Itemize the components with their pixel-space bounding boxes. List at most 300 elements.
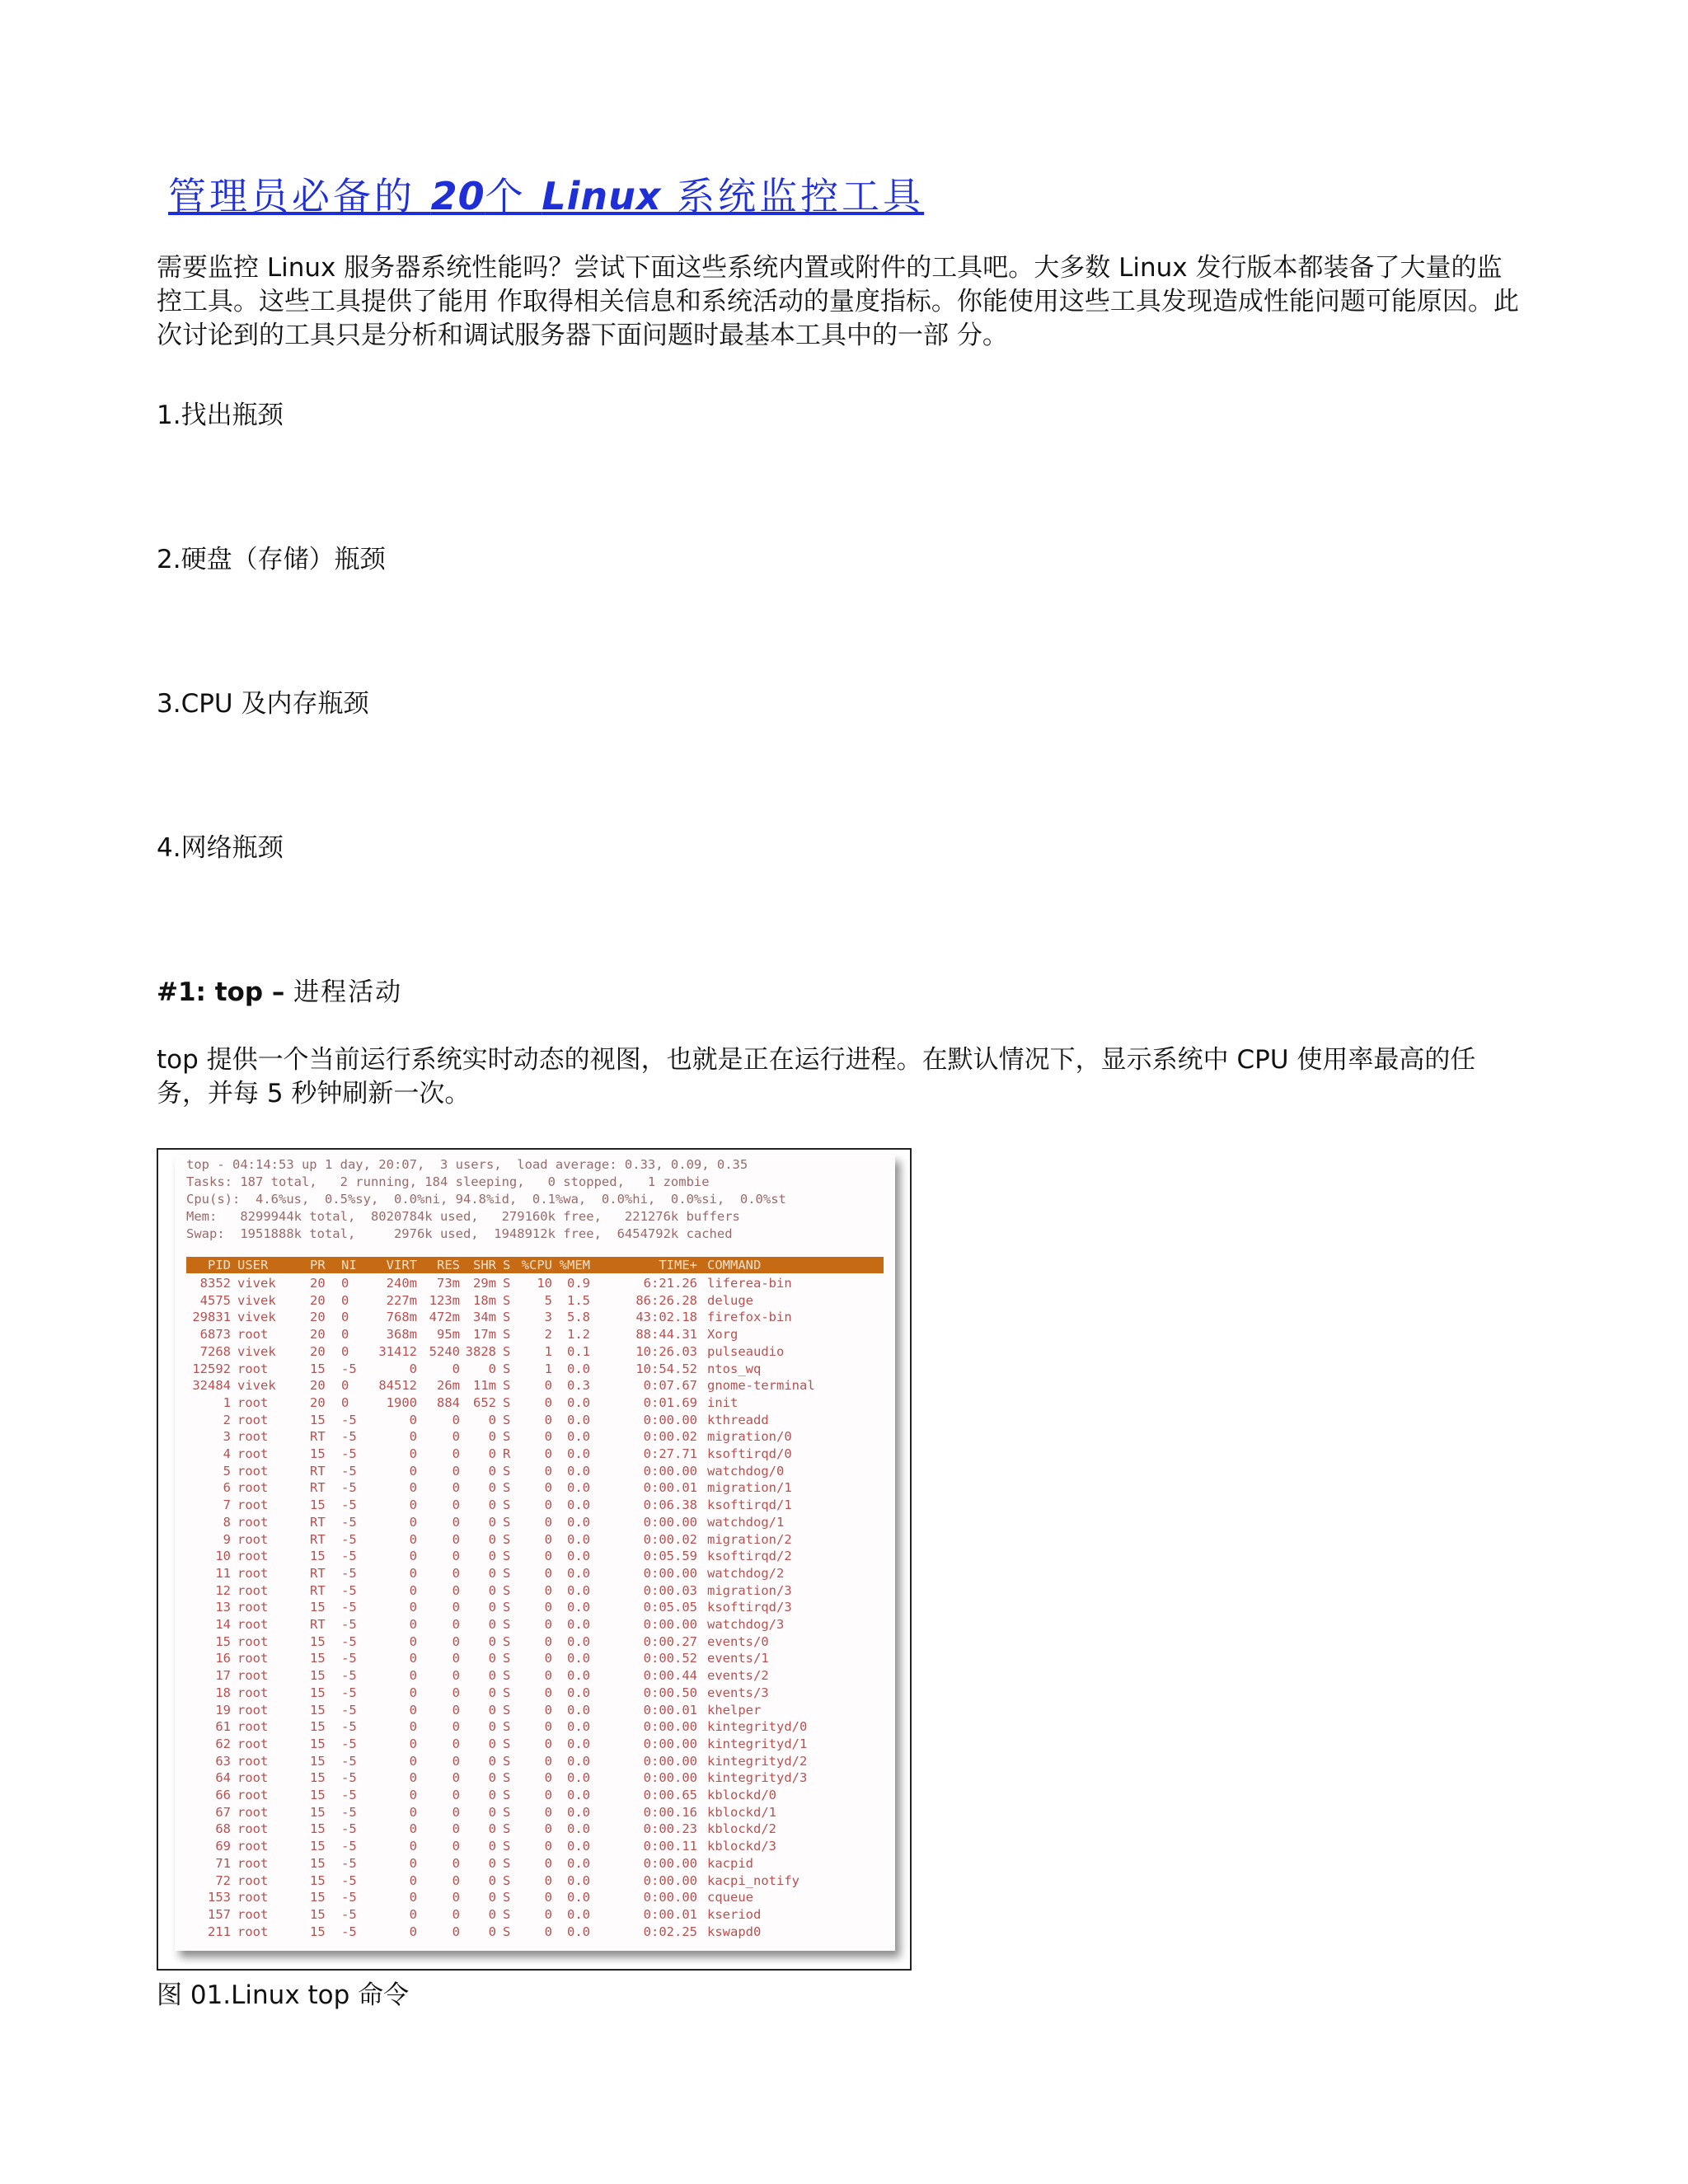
top-summary bbox=[175, 1155, 895, 1243]
process-row bbox=[186, 1667, 884, 1685]
process-cell: S bbox=[503, 1804, 511, 1820]
process-cell: 0 bbox=[409, 1565, 417, 1581]
terminal-window bbox=[175, 1155, 895, 1951]
process-cell: 0 bbox=[452, 1839, 460, 1854]
process-cell: S bbox=[503, 1565, 511, 1581]
process-cell: 0 bbox=[452, 1514, 460, 1530]
process-cell: S bbox=[503, 1327, 511, 1343]
process-cell: kintegrityd/3 bbox=[707, 1770, 808, 1786]
process-cell: 0.0 bbox=[567, 1446, 590, 1461]
process-row bbox=[186, 1292, 884, 1310]
process-cell: 0.0 bbox=[567, 1890, 590, 1905]
process-cell: S bbox=[503, 1412, 511, 1427]
process-cell: S bbox=[503, 1788, 511, 1802]
process-cell: 2 bbox=[223, 1412, 231, 1427]
process-cell: 0 bbox=[341, 1343, 349, 1359]
process-cell: 0 bbox=[452, 1890, 460, 1905]
process-cell: 15 bbox=[310, 1668, 326, 1684]
process-row bbox=[186, 1361, 884, 1378]
process-cell: 0 bbox=[452, 1617, 460, 1632]
process-cell: 15 bbox=[310, 1906, 326, 1922]
process-cell: S bbox=[503, 1617, 511, 1632]
process-cell: 71 bbox=[215, 1855, 231, 1871]
process-cell: -5 bbox=[341, 1906, 357, 1922]
process-cell: 15 bbox=[310, 1412, 326, 1427]
process-cell: 15 bbox=[310, 1788, 326, 1802]
process-cell: S bbox=[503, 1668, 511, 1684]
process-cell: kthreadd bbox=[707, 1412, 769, 1427]
process-cell: -5 bbox=[341, 1685, 357, 1700]
process-cell: cqueue bbox=[707, 1890, 753, 1905]
process-cell: 15 bbox=[310, 1600, 326, 1615]
process-cell: 472m bbox=[429, 1310, 460, 1325]
process-cell: 0.0 bbox=[567, 1788, 590, 1802]
process-cell: -5 bbox=[341, 1565, 357, 1581]
process-cell: 3 bbox=[544, 1310, 552, 1325]
process-cell: 0 bbox=[488, 1565, 496, 1581]
process-cell: 0 bbox=[409, 1685, 417, 1700]
process-cell: kintegrityd/2 bbox=[707, 1753, 808, 1769]
process-cell: 72 bbox=[215, 1872, 231, 1888]
process-cell: 0.3 bbox=[567, 1378, 590, 1394]
process-cell: -5 bbox=[341, 1497, 357, 1513]
process-cell: 0 bbox=[341, 1276, 349, 1291]
process-cell: 0 bbox=[544, 1463, 552, 1479]
process-row bbox=[186, 1309, 884, 1326]
process-cell: ksoftirqd/0 bbox=[707, 1446, 792, 1461]
process-cell: ntos_wq bbox=[707, 1361, 762, 1376]
process-cell: 15 bbox=[310, 1361, 326, 1376]
process-cell: 0 bbox=[488, 1770, 496, 1786]
process-cell: 0 bbox=[488, 1668, 496, 1684]
process-cell: 20 bbox=[310, 1327, 326, 1343]
process-cell: 0 bbox=[409, 1890, 417, 1905]
process-cell: kacpi_notify bbox=[707, 1872, 799, 1888]
process-cell: 0 bbox=[452, 1582, 460, 1598]
process-cell: 0 bbox=[488, 1685, 496, 1700]
process-cell: 0:00.11 bbox=[643, 1839, 697, 1854]
process-cell: 0 bbox=[544, 1412, 552, 1427]
process-cell: 0 bbox=[409, 1361, 417, 1376]
process-cell: 5 bbox=[223, 1463, 231, 1479]
process-cell: 0 bbox=[544, 1600, 552, 1615]
process-cell: root bbox=[237, 1582, 269, 1598]
process-cell: 1 bbox=[223, 1394, 231, 1410]
process-cell: 15 bbox=[310, 1446, 326, 1461]
process-cell: 1.2 bbox=[567, 1327, 590, 1343]
process-row bbox=[186, 1531, 884, 1549]
process-cell: 0 bbox=[452, 1736, 460, 1751]
process-cell: 0.0 bbox=[567, 1565, 590, 1581]
process-cell: 0 bbox=[452, 1480, 460, 1496]
process-cell: root bbox=[237, 1855, 269, 1871]
process-cell: 0.0 bbox=[567, 1855, 590, 1871]
process-cell: 64 bbox=[215, 1770, 231, 1786]
process-cell: 8352 bbox=[199, 1276, 231, 1291]
process-row bbox=[186, 1394, 884, 1412]
process-cell: 15 bbox=[310, 1702, 326, 1718]
process-cell: 0 bbox=[488, 1633, 496, 1649]
process-cell: 0 bbox=[544, 1924, 552, 1939]
process-cell: -5 bbox=[341, 1702, 357, 1718]
process-cell: 0:00.00 bbox=[643, 1565, 697, 1581]
process-cell: 15 bbox=[310, 1839, 326, 1854]
process-cell: 0 bbox=[488, 1514, 496, 1530]
process-cell: 0 bbox=[409, 1549, 417, 1564]
process-cell: 0 bbox=[488, 1804, 496, 1820]
process-cell: watchdog/3 bbox=[707, 1617, 785, 1632]
process-cell: S bbox=[503, 1906, 511, 1922]
process-cell: S bbox=[503, 1497, 511, 1513]
process-cell: 0 bbox=[409, 1719, 417, 1735]
process-cell: migration/1 bbox=[707, 1480, 792, 1496]
process-cell: root bbox=[237, 1480, 269, 1496]
process-cell: pulseaudio bbox=[707, 1343, 785, 1359]
process-cell: 84512 bbox=[378, 1378, 417, 1394]
process-cell: 153 bbox=[208, 1890, 231, 1905]
process-cell: 0 bbox=[488, 1412, 496, 1427]
process-cell: -5 bbox=[341, 1582, 357, 1598]
process-cell: 0.0 bbox=[567, 1668, 590, 1684]
process-cell: root bbox=[237, 1890, 269, 1905]
list-item-bottleneck: 1.找出瓶颈 bbox=[157, 401, 284, 430]
process-cell: 0 bbox=[452, 1924, 460, 1939]
process-cell: RT bbox=[310, 1565, 326, 1581]
process-cell: 12 bbox=[215, 1582, 231, 1598]
process-cell: 63 bbox=[215, 1753, 231, 1769]
process-row bbox=[186, 1650, 884, 1667]
summary-line: Cpu(s): 4.6%us, 0.5%sy, 0.0%ni, 94.8%id, 0.1%wa, 0.0%hi, 0.0%si, 0.0%st bbox=[186, 1192, 786, 1207]
intro-paragraph: 需要监控 Linux 服务器系统性能吗？尝试下面这些系统内置或附件的工具吧。大多数 Linux 发行版本都装备了大量的监控工具。这些工具提供了能用 作取得相关信息和系统活动的量度指标。你能使用这些工具发现造成性能问题可能原因。此次讨论到的工具只是分析和调试服务器下面问题时最基本工具中的一部 分。 bbox=[157, 253, 1519, 350]
process-cell: 0 bbox=[409, 1429, 417, 1445]
process-cell: kblockd/0 bbox=[707, 1788, 776, 1802]
process-cell: vivek bbox=[237, 1378, 276, 1394]
process-cell: 16 bbox=[215, 1651, 231, 1666]
process-cell: 0:00.00 bbox=[643, 1872, 697, 1888]
process-row bbox=[186, 1514, 884, 1531]
process-row bbox=[186, 1838, 884, 1855]
process-cell: 15 bbox=[310, 1753, 326, 1769]
process-cell: 6 bbox=[223, 1480, 231, 1496]
process-cell: 0 bbox=[544, 1582, 552, 1598]
process-cell: ksoftirqd/1 bbox=[707, 1497, 792, 1513]
process-cell: 0:00.00 bbox=[643, 1770, 697, 1786]
process-cell: 1.5 bbox=[567, 1292, 590, 1308]
process-cell: S bbox=[503, 1463, 511, 1479]
process-cell: RT bbox=[310, 1582, 326, 1598]
process-cell: 0 bbox=[409, 1412, 417, 1427]
process-cell: 0 bbox=[544, 1804, 552, 1820]
column-header: RES bbox=[437, 1258, 460, 1272]
process-cell: 0 bbox=[544, 1668, 552, 1684]
column-header: PID bbox=[208, 1258, 231, 1272]
process-cell: 0 bbox=[452, 1600, 460, 1615]
process-cell: 0 bbox=[452, 1872, 460, 1888]
process-cell: 0 bbox=[544, 1651, 552, 1666]
process-cell: 652 bbox=[473, 1394, 496, 1410]
process-cell: 0 bbox=[544, 1872, 552, 1888]
process-cell: 20 bbox=[310, 1292, 326, 1308]
process-cell: 0.0 bbox=[567, 1770, 590, 1786]
process-cell: 0:00.03 bbox=[643, 1582, 697, 1598]
process-row bbox=[186, 1685, 884, 1702]
process-cell: 0 bbox=[488, 1497, 496, 1513]
process-cell: 884 bbox=[437, 1394, 460, 1410]
process-row bbox=[186, 1599, 884, 1616]
process-cell: root bbox=[237, 1719, 269, 1735]
process-cell: 0 bbox=[409, 1497, 417, 1513]
process-cell: 0 bbox=[452, 1531, 460, 1547]
process-cell: 0.0 bbox=[567, 1429, 590, 1445]
process-cell: 10 bbox=[215, 1549, 231, 1564]
process-cell: 67 bbox=[215, 1804, 231, 1820]
process-cell: 0 bbox=[341, 1310, 349, 1325]
process-row bbox=[186, 1702, 884, 1719]
process-cell: 0 bbox=[341, 1394, 349, 1410]
process-cell: 768m bbox=[386, 1310, 417, 1325]
process-cell: 0 bbox=[488, 1839, 496, 1854]
process-cell: -5 bbox=[341, 1446, 357, 1461]
process-cell: 0 bbox=[409, 1906, 417, 1922]
process-cell: 0 bbox=[544, 1855, 552, 1871]
process-cell: firefox-bin bbox=[707, 1310, 792, 1325]
process-cell: root bbox=[237, 1685, 269, 1700]
process-cell: root bbox=[237, 1327, 269, 1343]
process-cell: 0 bbox=[488, 1890, 496, 1905]
column-header: COMMAND bbox=[707, 1258, 762, 1272]
process-cell: S bbox=[503, 1394, 511, 1410]
process-cell: -5 bbox=[341, 1600, 357, 1615]
process-cell: root bbox=[237, 1702, 269, 1718]
process-cell: 4 bbox=[223, 1446, 231, 1461]
process-cell: 0 bbox=[544, 1514, 552, 1530]
process-cell: 88:44.31 bbox=[635, 1327, 697, 1343]
process-row bbox=[186, 1377, 884, 1394]
process-row bbox=[186, 1548, 884, 1565]
top-description: top 提供一个当前运行系统实时动态的视图，也就是正在运行进程。在默认情况下，显示系统中 CPU 使用率最高的任务，并每 5 秒钟刷新一次。 bbox=[157, 1045, 1476, 1108]
process-cell: 0.0 bbox=[567, 1702, 590, 1718]
process-cell: 15 bbox=[310, 1497, 326, 1513]
process-cell: 0 bbox=[409, 1872, 417, 1888]
process-cell: 0 bbox=[488, 1906, 496, 1922]
process-cell: root bbox=[237, 1412, 269, 1427]
process-cell: 0.0 bbox=[567, 1906, 590, 1922]
process-row bbox=[186, 1633, 884, 1651]
process-cell: root bbox=[237, 1736, 269, 1751]
process-cell: 0:00.52 bbox=[643, 1651, 697, 1666]
process-cell: 0 bbox=[488, 1702, 496, 1718]
process-cell: root bbox=[237, 1770, 269, 1786]
process-cell: 0 bbox=[544, 1565, 552, 1581]
process-cell: 0 bbox=[409, 1668, 417, 1684]
process-cell: 15 bbox=[310, 1872, 326, 1888]
process-cell: 0 bbox=[409, 1514, 417, 1530]
process-cell: 0 bbox=[452, 1668, 460, 1684]
process-cell: 157 bbox=[208, 1906, 231, 1922]
process-cell: 0 bbox=[409, 1480, 417, 1496]
figure-caption: 图 01.Linux top 命令 bbox=[157, 1980, 410, 2010]
title-prefix: 管理员必备的 bbox=[168, 174, 431, 218]
process-cell: S bbox=[503, 1924, 511, 1939]
process-cell: 0 bbox=[488, 1821, 496, 1837]
process-cell: 0:27.71 bbox=[643, 1446, 697, 1461]
process-cell: 0 bbox=[544, 1719, 552, 1735]
process-cell: 0 bbox=[452, 1821, 460, 1837]
process-cell: S bbox=[503, 1890, 511, 1905]
process-cell: root bbox=[237, 1804, 269, 1820]
process-cell: Xorg bbox=[707, 1327, 738, 1343]
article-title-link[interactable] bbox=[168, 166, 924, 221]
process-cell: khelper bbox=[707, 1702, 762, 1718]
process-row bbox=[186, 1821, 884, 1838]
process-row bbox=[186, 1565, 884, 1582]
process-cell: 0.0 bbox=[567, 1685, 590, 1700]
process-cell: root bbox=[237, 1872, 269, 1888]
process-cell: 0 bbox=[544, 1736, 552, 1751]
process-cell: 20 bbox=[310, 1343, 326, 1359]
process-cell: 0:00.00 bbox=[643, 1719, 697, 1735]
process-cell: root bbox=[237, 1651, 269, 1666]
process-cell: 0.0 bbox=[567, 1719, 590, 1735]
process-cell: 0:00.00 bbox=[643, 1855, 697, 1871]
column-header: S bbox=[503, 1258, 511, 1272]
process-cell: 0:00.00 bbox=[643, 1617, 697, 1632]
process-cell: 240m bbox=[386, 1276, 417, 1291]
process-cell: 0 bbox=[409, 1463, 417, 1479]
process-cell: 0 bbox=[544, 1633, 552, 1649]
process-cell: 0 bbox=[409, 1788, 417, 1802]
process-cell: S bbox=[503, 1702, 511, 1718]
process-cell: events/2 bbox=[707, 1668, 769, 1684]
process-cell: vivek bbox=[237, 1343, 276, 1359]
process-cell: 1 bbox=[544, 1343, 552, 1359]
process-cell: 43:02.18 bbox=[635, 1310, 697, 1325]
process-cell: 0 bbox=[544, 1549, 552, 1564]
process-row bbox=[186, 1718, 884, 1736]
process-cell: 0 bbox=[341, 1292, 349, 1308]
process-cell: root bbox=[237, 1924, 269, 1939]
process-cell: root bbox=[237, 1394, 269, 1410]
process-cell: 0.0 bbox=[567, 1839, 590, 1854]
process-cell: migration/2 bbox=[707, 1531, 792, 1547]
process-cell: watchdog/0 bbox=[707, 1463, 785, 1479]
process-cell: 0 bbox=[409, 1651, 417, 1666]
process-cell: 0 bbox=[452, 1702, 460, 1718]
process-row bbox=[186, 1924, 884, 1941]
process-cell: 0 bbox=[544, 1753, 552, 1769]
process-cell: -5 bbox=[341, 1668, 357, 1684]
process-cell: 0:00.00 bbox=[643, 1736, 697, 1751]
process-cell: 8 bbox=[223, 1514, 231, 1530]
process-row bbox=[186, 1855, 884, 1872]
process-cell: 0 bbox=[544, 1839, 552, 1854]
process-cell: 0.0 bbox=[567, 1753, 590, 1769]
process-cell: 12592 bbox=[192, 1361, 231, 1376]
process-cell: 15 bbox=[310, 1736, 326, 1751]
process-table-header bbox=[186, 1257, 884, 1273]
column-header: NI bbox=[341, 1258, 357, 1272]
process-row bbox=[186, 1616, 884, 1633]
process-row bbox=[186, 1582, 884, 1600]
process-cell: 0 bbox=[409, 1753, 417, 1769]
process-cell: 0 bbox=[409, 1804, 417, 1820]
process-cell: root bbox=[237, 1906, 269, 1922]
process-cell: RT bbox=[310, 1617, 326, 1632]
process-cell: 62 bbox=[215, 1736, 231, 1751]
process-cell: -5 bbox=[341, 1361, 357, 1376]
process-cell: 0 bbox=[452, 1906, 460, 1922]
title-linux: Linux bbox=[542, 174, 662, 218]
process-cell: 0:00.27 bbox=[643, 1633, 697, 1649]
process-cell: 0:00.00 bbox=[643, 1463, 697, 1479]
process-cell: 11 bbox=[215, 1565, 231, 1581]
process-cell: 0:00.00 bbox=[643, 1753, 697, 1769]
section-heading-label: #1: top – bbox=[157, 977, 294, 1007]
process-cell: 66 bbox=[215, 1788, 231, 1802]
process-cell: ksoftirqd/2 bbox=[707, 1549, 792, 1564]
process-cell: 0.0 bbox=[567, 1924, 590, 1939]
process-cell: S bbox=[503, 1276, 511, 1291]
process-cell: 18m bbox=[473, 1292, 496, 1308]
process-cell: 5.8 bbox=[567, 1310, 590, 1325]
process-cell: 0 bbox=[488, 1855, 496, 1871]
process-cell: 6:21.26 bbox=[643, 1276, 697, 1291]
process-cell: root bbox=[237, 1633, 269, 1649]
process-cell: 0 bbox=[488, 1429, 496, 1445]
process-cell: events/0 bbox=[707, 1633, 769, 1649]
process-cell: 13 bbox=[215, 1600, 231, 1615]
process-cell: 0 bbox=[488, 1924, 496, 1939]
process-cell: -5 bbox=[341, 1651, 357, 1666]
process-cell: root bbox=[237, 1788, 269, 1802]
process-cell: -5 bbox=[341, 1617, 357, 1632]
process-cell: S bbox=[503, 1753, 511, 1769]
process-cell: 0 bbox=[544, 1685, 552, 1700]
process-cell: 0 bbox=[409, 1582, 417, 1598]
process-cell: 0 bbox=[488, 1788, 496, 1802]
process-row bbox=[186, 1497, 884, 1514]
process-cell: 0 bbox=[452, 1685, 460, 1700]
process-cell: 9 bbox=[223, 1531, 231, 1547]
process-cell: 0 bbox=[488, 1651, 496, 1666]
process-cell: S bbox=[503, 1514, 511, 1530]
process-cell: watchdog/1 bbox=[707, 1514, 785, 1530]
process-cell: 10:26.03 bbox=[635, 1343, 697, 1359]
process-cell: 0.0 bbox=[567, 1361, 590, 1376]
process-cell: 0 bbox=[488, 1463, 496, 1479]
process-cell: 0 bbox=[544, 1821, 552, 1837]
process-cell: 0:00.65 bbox=[643, 1788, 697, 1802]
process-row bbox=[186, 1446, 884, 1463]
process-cell: 0.0 bbox=[567, 1463, 590, 1479]
process-cell: 0 bbox=[409, 1600, 417, 1615]
process-cell: 0:00.02 bbox=[643, 1429, 697, 1445]
process-cell: 0.0 bbox=[567, 1872, 590, 1888]
process-cell: 0 bbox=[488, 1719, 496, 1735]
process-cell: 0.9 bbox=[567, 1276, 590, 1291]
process-cell: 0:00.01 bbox=[643, 1480, 697, 1496]
process-cell: 15 bbox=[310, 1770, 326, 1786]
process-cell: 0.0 bbox=[567, 1804, 590, 1820]
process-cell: kintegrityd/0 bbox=[707, 1719, 808, 1735]
process-cell: 18 bbox=[215, 1685, 231, 1700]
process-cell: 15 bbox=[310, 1890, 326, 1905]
process-cell: 17m bbox=[473, 1327, 496, 1343]
summary-line: Mem: 8299944k total, 8020784k used, 279160k free, 221276k buffers bbox=[186, 1209, 740, 1224]
process-cell: S bbox=[503, 1719, 511, 1735]
process-cell: 0 bbox=[544, 1617, 552, 1632]
process-cell: -5 bbox=[341, 1872, 357, 1888]
